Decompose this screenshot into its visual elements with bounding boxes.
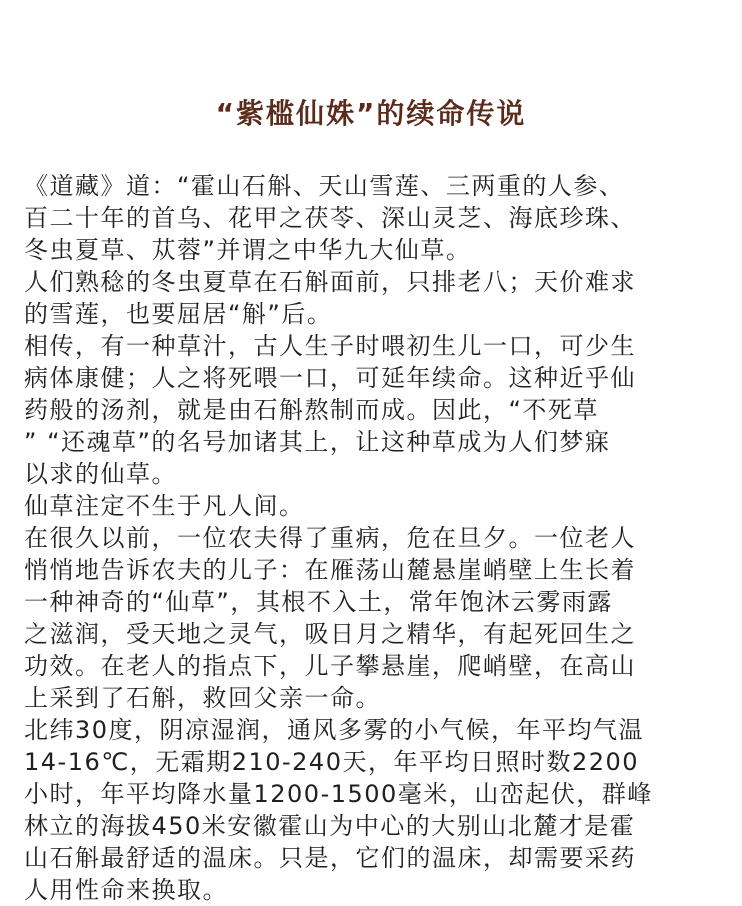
- text-line: 一种神奇的“仙草”，其根不入土，常年饱沐云雾雨露: [24, 588, 613, 616]
- text-line: 冬虫夏草、苁蓉”并谓之中华九大仙草。: [24, 236, 472, 264]
- text-line: 以求的仙草。: [24, 460, 177, 488]
- text-line: 山石斛最舒适的温床。只是，它们的温床，却需要采药: [24, 844, 636, 872]
- article-title: “紫槛仙姝”的续命传说: [215, 97, 527, 130]
- paragraph: [24, 522, 724, 714]
- text-line: 人用性命来换取。: [24, 876, 228, 904]
- text-line: 病体康健；人之将死喂一口，可延年续命。这种近乎仙: [24, 364, 636, 392]
- paragraph: [24, 714, 724, 906]
- text-line: 14-16℃，无霜期210-240天，年平均日照时数2200: [24, 748, 640, 776]
- text-line: 相传，有一种草汁，古人生子时喂初生儿一口，可少生: [24, 332, 636, 360]
- text-line: 百二十年的首乌、花甲之茯苓、深山灵芝、海底珍珠、: [24, 204, 636, 232]
- text-line: 林立的海拔450米安徽霍山为中心的大别山北麓才是霍: [24, 812, 636, 840]
- text-line: 悄悄地告诉农夫的儿子：在雁荡山麓悬崖峭壁上生长着: [24, 556, 636, 584]
- text-line: 的雪莲，也要屈居“斛”后。: [24, 300, 333, 328]
- text-line: 之滋润，受天地之灵气，吸日月之精华，有起死回生之: [24, 620, 636, 648]
- text-line: 药般的汤剂，就是由石斛熬制而成。因此，“不死草: [24, 396, 599, 424]
- text-line: 《道藏》道：“霍山石斛、天山雪莲、三两重的人参、: [24, 172, 625, 200]
- text-line: 小时，年平均降水量1200-1500毫米，山峦起伏，群峰: [24, 780, 653, 808]
- text-line: 北纬30度，阴凉湿润，通风多雾的小气候，年平均气温: [24, 716, 645, 744]
- text-line: 仙草注定不生于凡人间。: [24, 492, 305, 520]
- paragraph: [24, 266, 724, 330]
- text-line: ” “还魂草”的名号加诸其上，让这种草成为人们梦寐: [24, 428, 611, 456]
- text-line: 上采到了石斛，救回父亲一命。: [24, 684, 381, 712]
- article-body: [24, 170, 724, 906]
- text-line: 在很久以前，一位农夫得了重病，危在旦夕。一位老人: [24, 524, 636, 552]
- paragraph: [24, 490, 724, 522]
- paragraph: [24, 330, 724, 490]
- text-line: 人们熟稔的冬虫夏草在石斛面前，只排老八；天价难求: [24, 268, 636, 296]
- text-line: 功效。在老人的指点下，儿子攀悬崖，爬峭壁，在高山: [24, 652, 636, 680]
- paragraph: [24, 170, 724, 266]
